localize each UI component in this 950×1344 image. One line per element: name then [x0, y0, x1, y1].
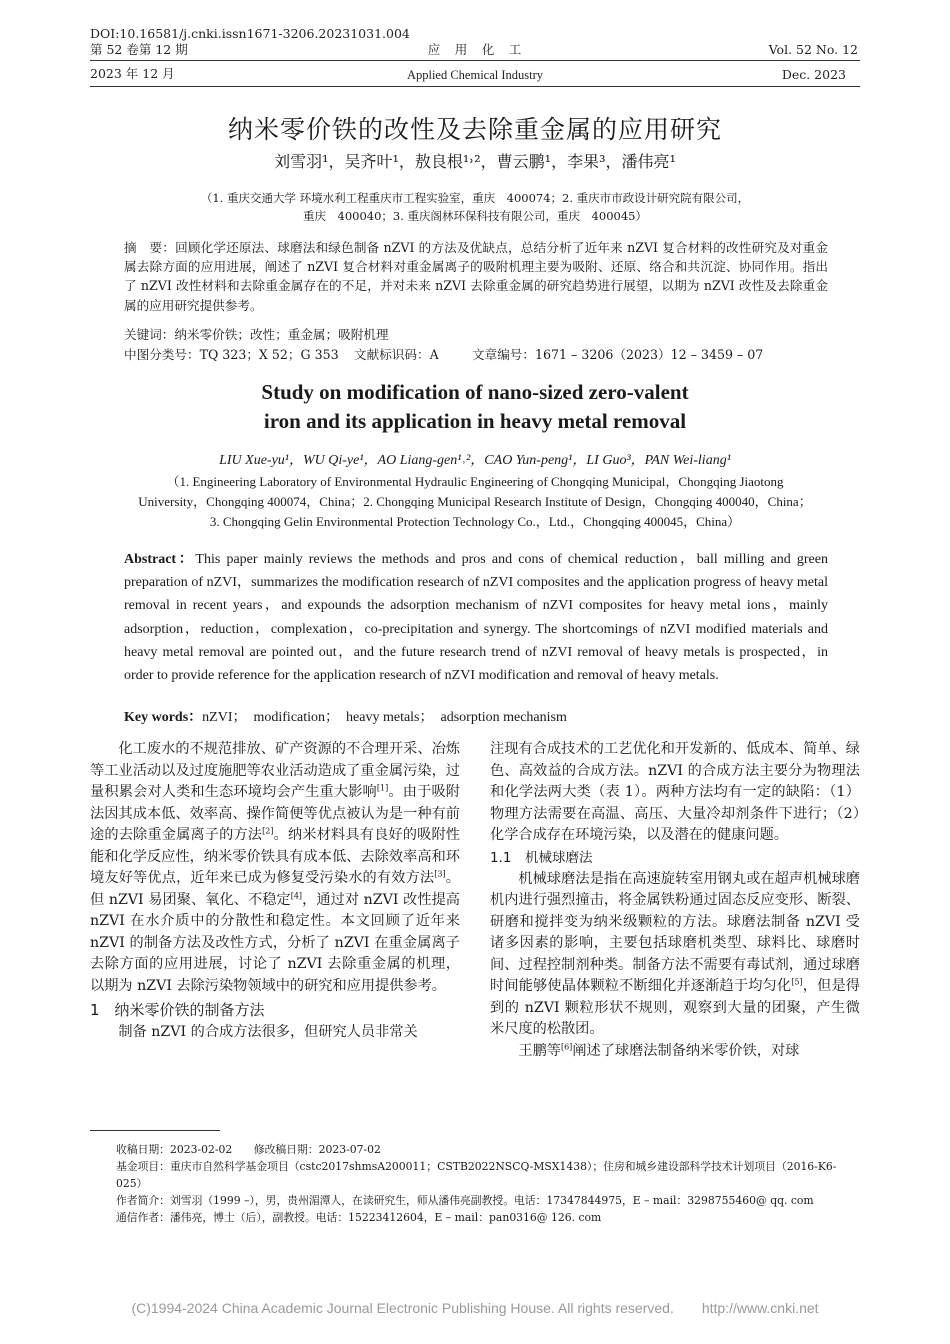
- title-en-line-2: iron and its application in heavy metal removal: [263, 409, 687, 433]
- intro-text-4: 。但 nZVI 易团聚、氧化、不稳定: [90, 870, 460, 908]
- abstract-cn-text: 回顾化学还原法、球磨法和绿色制备 nZVI 的方法及优缺点，总结分析了近年来 nZVI 复合材料的改性研究及对重金属去除方面的应用进展，阐述了 nZVI 复合材料对重金属离子的吸附机理主要为吸附、还原、络合和共沉淀、协同作用。指出了 nZVI 改性材料和去除重金属存在的不足，并对未来 nZVI 去除重金属的研究趋势进行展望，以期为 nZVI 改性及去除重金属的应用研究提供参考。: [124, 240, 829, 313]
- classification-cn: [124, 345, 763, 364]
- abstract-en-label: Abstract：: [124, 552, 196, 567]
- keywords-en-label: Key words：: [124, 710, 203, 725]
- affiliation-cn-line-2: 重庆 400040；3. 重庆阁林环保科技有限公司，重庆 400045）: [303, 209, 647, 223]
- abstract-en: [124, 548, 828, 687]
- section-1-paragraph: 制备 nZVI 的合成方法很多，但研究人员非常关: [118, 1024, 418, 1040]
- clc-number: 中图分类号：TQ 323；X 52；G 353: [124, 347, 339, 362]
- copyright-notice: (C)1994-2024 China Academic Journal Electronic Publishing House. All rights reserved. http://www.cnki.net: [131, 1300, 819, 1316]
- intro-text-1: 化工废水的不规范排放、矿产资源的不合理开采、冶炼等工业活动以及过度施肥等农业活动造成了重金属污染，过量积累会对人类和生态环境均会产生重大影响: [90, 741, 460, 800]
- affiliation-en-line-1: （1. Engineering Laboratory of Environmental Hydraulic Engineering of Chongqing Municipal，Chongqing Jiaotong: [166, 474, 784, 489]
- ball-milling-text-2: ，但是得到的 nZVI 颗粒形状不规则，观察到大量的团聚，产生微米尺度的松散团。: [490, 978, 860, 1037]
- keywords-cn: 关键词：纳米零价铁；改性；重金属；吸附机理: [124, 327, 389, 342]
- journal-name-cn: 应 用 化 工: [427, 42, 523, 57]
- date-cn: 2023 年 12 月: [90, 66, 175, 81]
- journal-name-en: Applied Chemical Industry: [406, 68, 544, 82]
- fund-project: 基金项目：重庆市自然科学基金项目（cstc2017shmsA200011；CSTB2022NSCQ-MSX1438）；住房和城乡建设部科学技术计划项目（2016-K6-025）: [116, 1160, 837, 1190]
- header-rule-top: [90, 60, 860, 61]
- doc-code: 文献标识码：A: [354, 347, 439, 362]
- abstract-cn-label: 摘 要：: [124, 240, 176, 255]
- intro-text-2: 。由于吸附法因其成本低、效率高、操作简便等优点被认为是一种有前途的去除重金属离子的方法: [90, 784, 460, 843]
- citation-4: [4]: [290, 890, 303, 900]
- header-rule-bottom: [90, 86, 860, 87]
- intro-text-3: 。纳米材料具有良好的吸附性能和化学反应性，纳米零价铁具有成本低、去除效率高和环境友好等优点，近年来已成为修复受污染水的有效方法: [90, 827, 460, 886]
- wang-paragraph: [490, 1041, 860, 1063]
- keywords-en: [124, 708, 567, 728]
- ball-milling-paragraph: [490, 869, 860, 1041]
- volume-en: Vol. 52 No. 12: [768, 42, 858, 57]
- section-1-continued: 注现有合成技术的工艺优化和开发新的、低成本、简单、绿色、高效益的合成方法。nZVI 的合成方法主要分为物理法和化学法两大类（表 1）。两种方法均有一定的缺陷：（1）物理方法需要在高温、高压、大量冷却剂条件下进行；（2）化学合成存在环境污染，以及潜在的健康问题。: [490, 741, 860, 843]
- affiliation-cn-line-1: （1. 重庆交通大学 环境水利工程重庆市工程实验室，重庆 400074；2. 重庆市市政设计研究院有限公司，: [200, 191, 750, 205]
- citation-1: [1]: [376, 783, 389, 793]
- body-right-column: [490, 739, 860, 1062]
- author-bio: 作者简介：刘雪羽（1999 –），男，贵州湄潭人，在读研究生，师从潘伟亮副教授。电话：17347844975，E – mail：3298755460@ qq. com: [116, 1194, 814, 1207]
- date-en: Dec. 2023: [781, 67, 846, 82]
- doi: DOI:10.16581/j.cnki.issn1671-3206.20231031.004: [90, 26, 410, 41]
- title-cn: 纳米零价铁的改性及去除重金属的应用研究: [227, 115, 722, 144]
- wang-text-1: 王鹏等: [518, 1042, 561, 1059]
- intro-text-5: ，通过对 nZVI 改性提高 nZVI 在水介质中的分散性和稳定性。本文回顾了近年来 nZVI 的制备方法及改性方式，分析了 nZVI 在重金属离子去除方面的应用进展，讨论了 nZVI 去除重金属的机理，以期为 nZVI 去除污染物领域中的研究和应用提供参考。: [90, 891, 460, 994]
- corresponding-author: 通信作者：潘伟亮，博士（后），副教授。电话：15223412604，E – mail：pan0316@ 126. com: [116, 1211, 602, 1224]
- abstract-cn: [124, 238, 828, 315]
- intro-paragraph: [90, 739, 460, 997]
- authors-cn: 刘雪羽¹，吴齐叶¹，敖良根¹˒²，曹云鹏¹，李果³，潘伟亮¹: [274, 152, 676, 171]
- title-en: [0, 378, 950, 436]
- citation-2: [2]: [262, 826, 274, 836]
- section-1-heading: 1 纳米零价铁的制备方法: [90, 1001, 265, 1019]
- footnotes: [116, 1141, 862, 1226]
- affiliation-en-line-2: University，Chongqing 400074，China；2. Chongqing Municipal Research Institute of Design，Chongqing 400040，China；: [138, 494, 812, 509]
- footnote-rule: [90, 1130, 220, 1131]
- wang-text-2: 阐述了球磨法制备纳米零价铁，对球: [572, 1042, 800, 1059]
- article-number: 文章编号：1671 – 3206（2023）12 – 3459 – 07: [472, 347, 764, 362]
- received-date: 收稿日期：2023-02-02 修改稿日期：2023-07-02: [116, 1143, 381, 1156]
- keywords-en-text: nZVI； modification； heavy metals； adsorption mechanism: [202, 710, 567, 725]
- affiliation-en-line-3: 3. Chongqing Gelin Environmental Protection Technology Co.，Ltd.，Chongqing 400045，China）: [209, 514, 741, 529]
- body-left-column: [90, 739, 460, 1044]
- title-en-line-1: Study on modification of nano-sized zero-valent: [261, 380, 689, 404]
- volume-cn: 第 52 卷第 12 期: [90, 42, 188, 57]
- ball-milling-text-1: 机械球磨法是指在高速旋转室用钢丸或在超声机械球磨机内进行强烈撞击，将金属铁粉通过固态反应变形、断裂、研磨和搅拌变为纳米级颗粒的方法。球磨法制备 nZVI 受诸多因素的影响，主要包括球磨机类型、球料比、球磨时间、过程控制剂种类。制备方法不需要有毒试剂，通过球磨时间能够使晶体颗粒不断细化并逐渐趋于均匀化: [490, 870, 860, 994]
- abstract-en-text: This paper mainly reviews the methods and pros and cons of chemical reduction，ball milling and green preparation of nZVI，summarizes the modification research of nZVI composites and the application progress of heavy metal removal in recent years，and expounds the adsorption mechanism of nZVI composites for heavy metal ions，mainly adsorption，reduction，complexation，co-precipitation and synergy. The shortcomings of nZVI modified materials and heavy metal removal are pointed out，and the future research trend of nZVI removal of heavy metals is prospected，in order to provide reference for the application research of nZVI modification and removal of heavy metals.: [124, 552, 828, 684]
- authors-en: LIU Xue-yu¹，WU Qi-ye¹，AO Liang-gen¹˒²，CAO Yun-peng¹，LI Guo³，PAN Wei-liang¹: [219, 453, 731, 468]
- section-1-1-heading: 1.1 机械球磨法: [490, 849, 593, 866]
- citation-5: [5]: [791, 977, 803, 987]
- citation-6: [6]: [560, 1041, 573, 1051]
- citation-3: [3]: [434, 869, 446, 879]
